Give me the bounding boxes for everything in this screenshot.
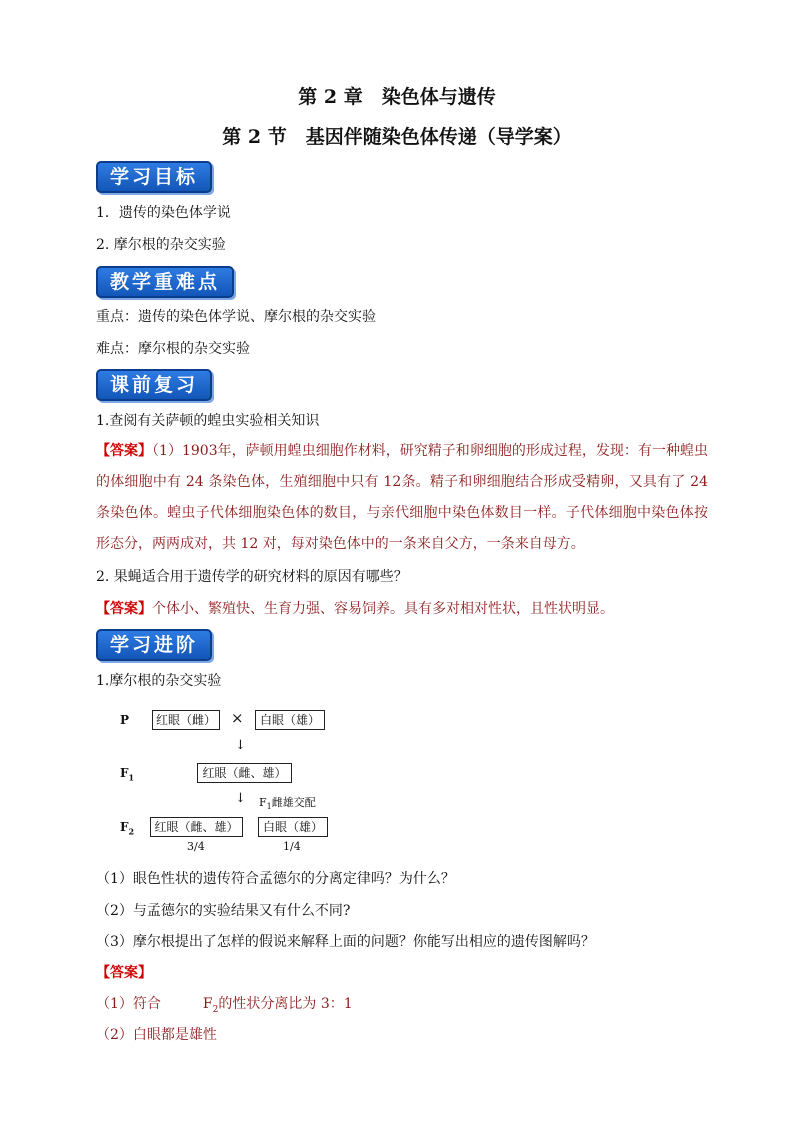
- p-female-box: 红眼（雌）: [152, 710, 220, 730]
- cross-symbol: ×: [231, 709, 244, 727]
- f2-label: $F_2$: [120, 820, 135, 837]
- difficulty-line: 难点：摩尔根的杂交实验: [96, 341, 250, 357]
- review-answer-1: [96, 436, 708, 560]
- f1-box: 红眼（雌、雄）: [197, 763, 292, 783]
- review-question-1: 1.查阅有关萨顿的蝗虫实验相关知识: [96, 413, 320, 429]
- advanced-question-1: （1）眼色性状的遗传符合孟德尔的分离定律吗？为什么？: [96, 871, 455, 887]
- objectives-badge: 学习目标: [96, 161, 212, 193]
- answer-text: （1）1903年，萨顿用蝗虫细胞作材料，研究精子和卵细胞的形成过程，发现：有一种蝗虫的体细胞中有 24 条染色体，生殖细胞中只有 12条。精子和卵细胞结合形成受精卵，又具有了 24 条染色体。蝗虫子代体细胞染色体的数目，与亲代细胞中染色体数目一样。子代体细胞中染色体按形态分，两两成对，共 12 对，每对染色体中的一条来自父方，一条来自母方。: [96, 443, 708, 552]
- section-title: 第 2 节 基因伴随染色体传递（导学案）: [222, 126, 572, 148]
- objective-item-1: 1．遗传的染色体学说: [96, 205, 231, 221]
- review-badge: 课前复习: [96, 369, 212, 401]
- arrow-down-icon: ↓: [235, 738, 246, 753]
- f2-left-box: 红眼（雌、雄）: [150, 817, 243, 837]
- f2-right-box: 白眼（雄）: [258, 817, 328, 837]
- advanced-answer-1: （1）符合 $F_2$的性状分离比为 3：1: [96, 996, 353, 1015]
- advanced-heading: 1.摩尔根的杂交实验: [96, 673, 222, 689]
- f1-cross-note: $F_1$雌雄交配: [259, 796, 316, 812]
- review-answer-2: [96, 599, 706, 619]
- ratio-right: 1/4: [283, 840, 301, 853]
- key-points-badge: 教学重难点: [96, 266, 234, 298]
- advanced-question-2: （2）与孟德尔的实验结果又有什么不同?: [96, 903, 351, 919]
- advanced-badge: 学习进阶: [96, 629, 212, 661]
- chapter-title: 第 2 章 染色体与遗传: [298, 86, 496, 108]
- answer-text: 个体小、繁殖快、生育力强、容易饲养。具有多对相对性状，且性状明显。: [152, 601, 614, 617]
- arrow-down-icon: ↓: [235, 791, 246, 806]
- answer-label: 【答案】: [96, 601, 152, 617]
- p-male-box: 白眼（雄）: [255, 710, 325, 730]
- advanced-answer-2: （2）白眼都是雄性: [96, 1027, 217, 1043]
- review-question-2: 2. 果蝇适合用于遗传学的研究材料的原因有哪些？: [96, 569, 408, 585]
- advanced-answer-label: 【答案】: [96, 965, 152, 981]
- f1-label: $F_1$: [120, 766, 135, 783]
- ratio-left: 3/4: [187, 840, 205, 853]
- p-label: P: [120, 713, 130, 727]
- answer-label: 【答案】: [96, 443, 153, 459]
- advanced-question-3: （3）摩尔根提出了怎样的假说来解释上面的问题？你能写出相应的遗传图解吗？: [96, 934, 595, 950]
- objective-item-2: 2. 摩尔根的杂交实验: [96, 237, 226, 253]
- focus-line: 重点：遗传的染色体学说、摩尔根的杂交实验: [96, 309, 376, 325]
